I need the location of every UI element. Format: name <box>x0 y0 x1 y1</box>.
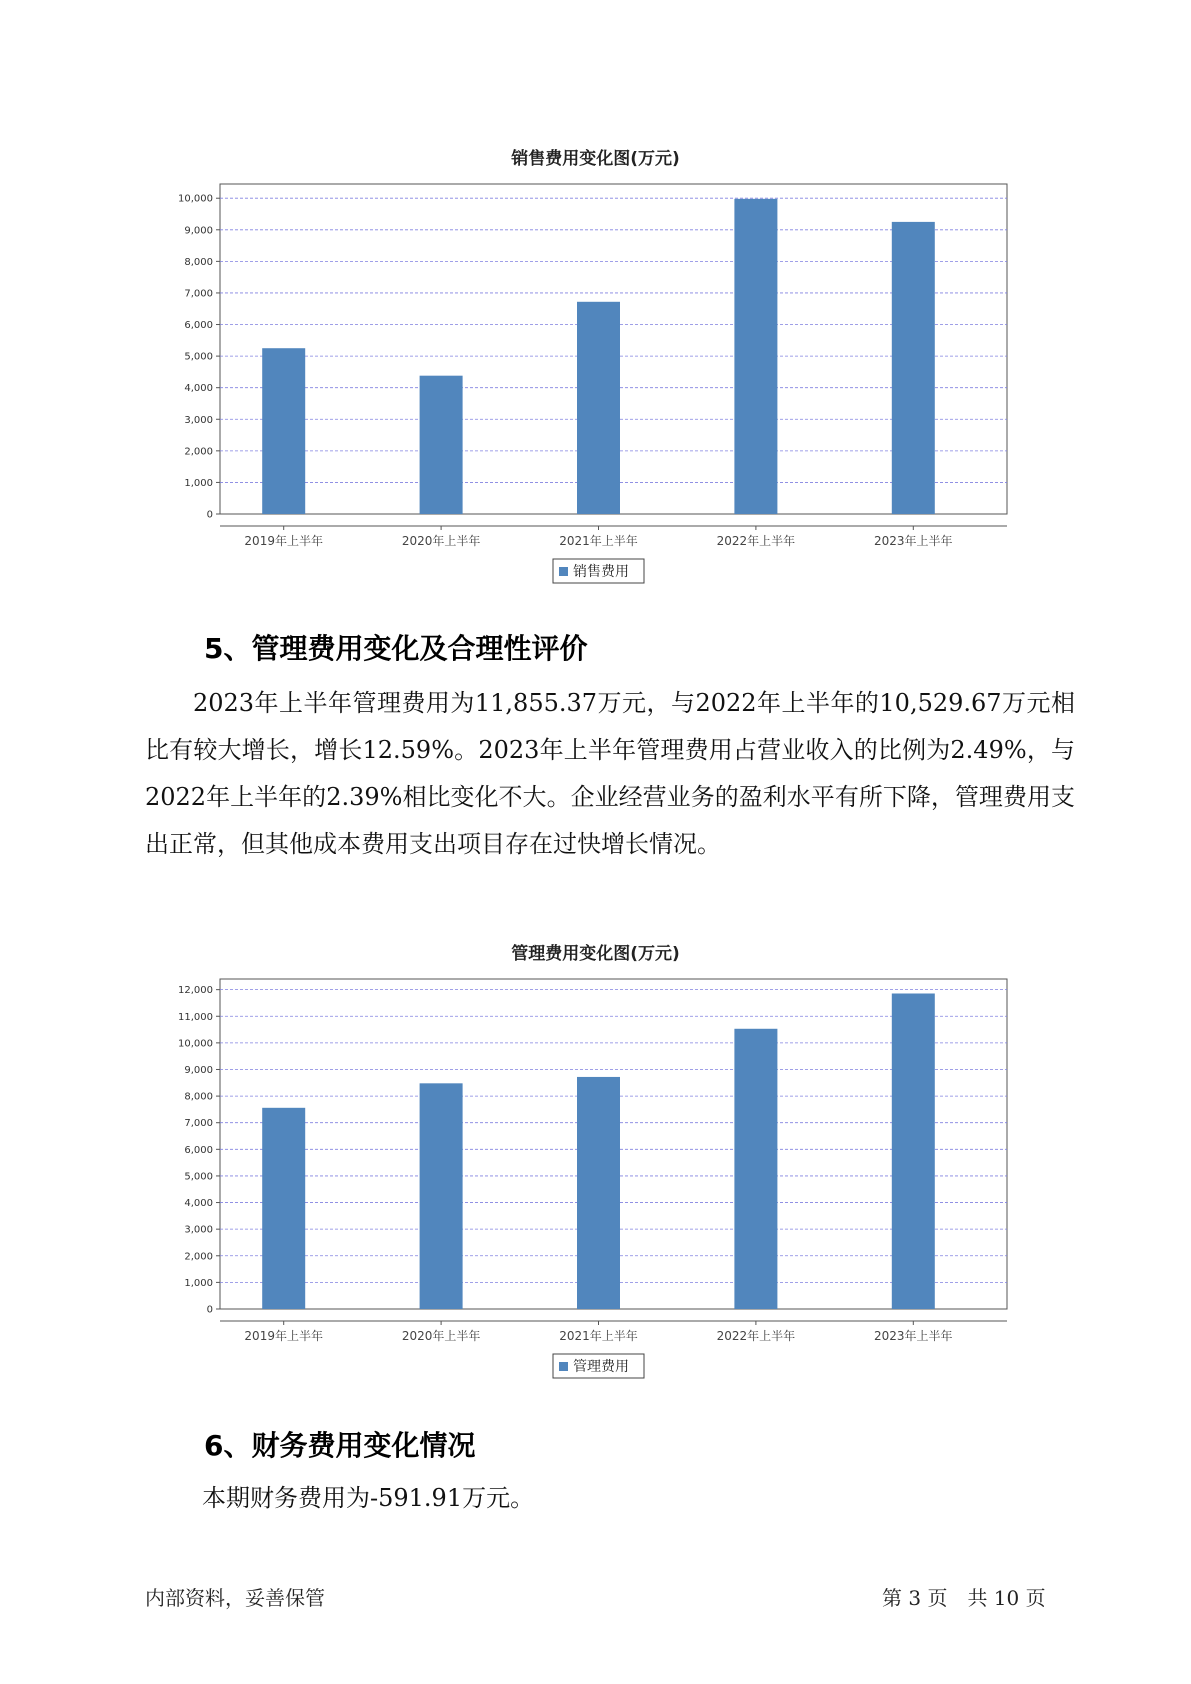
admin-chart-bar <box>577 1077 620 1309</box>
admin-chart-y-tick-label: 0 <box>206 1304 213 1316</box>
section-6-heading: 6、财务费用变化情况 <box>204 1429 476 1462</box>
admin-chart-y-tick-label: 10,000 <box>178 1038 213 1050</box>
sales-expense-chart-title: 销售费用变化图(万元) <box>511 149 680 169</box>
admin-chart-legend-swatch <box>559 1362 568 1371</box>
footer-page-number: 第 3 页 共 10 页 <box>882 1586 1046 1610</box>
sales-chart-y-tick-label: 2,000 <box>184 446 213 458</box>
admin-chart-y-tick-label: 6,000 <box>184 1144 213 1156</box>
admin-chart-y-tick-label: 9,000 <box>184 1064 213 1076</box>
sales-chart-y-tick-label: 5,000 <box>184 351 213 363</box>
sales-chart-y-tick-label: 10,000 <box>178 193 213 205</box>
admin-chart-bar <box>892 993 935 1309</box>
admin-expense-chart-title: 管理费用变化图(万元) <box>511 944 680 964</box>
section-5-paragraph: 2023年上半年管理费用为11,855.37万元，与2022年上半年的10,529.67万元相比有较大增长，增长12.59%。2023年上半年管理费用占营业收入的比例为2.49%，与2022年上半年的2.39%相比变化不大。企业经营业务的盈利水平有所下降，管理费用支出正常，但其他成本费用支出项目存在过快增长情况。 <box>145 689 1075 858</box>
admin-chart-y-tick-label: 11,000 <box>178 1011 213 1023</box>
admin-chart-y-tick-label: 12,000 <box>178 985 213 997</box>
admin-chart-legend-label: 管理费用 <box>573 1359 629 1375</box>
section-6-paragraph: 本期财务费用为-591.91万元。 <box>202 1484 535 1512</box>
sales-chart-x-tick-label: 2023年上半年 <box>874 534 953 548</box>
sales-expense-chart <box>0 170 1191 590</box>
admin-chart-y-tick-label: 2,000 <box>184 1251 213 1263</box>
sales-chart-y-tick-label: 8,000 <box>184 256 213 268</box>
sales-chart-y-tick-label: 4,000 <box>184 383 213 395</box>
sales-chart-bar <box>734 199 777 514</box>
sales-chart-x-tick-label: 2021年上半年 <box>559 534 638 548</box>
sales-chart-y-tick-label: 3,000 <box>184 414 213 426</box>
admin-chart-bar <box>262 1108 305 1309</box>
admin-chart-y-tick-label: 8,000 <box>184 1091 213 1103</box>
sales-chart-x-tick-label: 2019年上半年 <box>244 534 323 548</box>
admin-chart-y-tick-label: 1,000 <box>184 1277 213 1289</box>
admin-chart-x-tick-label: 2019年上半年 <box>244 1329 323 1343</box>
sales-chart-bar <box>420 376 463 514</box>
sales-chart-x-tick-label: 2022年上半年 <box>716 534 796 548</box>
admin-chart-y-tick-label: 4,000 <box>184 1198 213 1210</box>
admin-expense-chart <box>0 965 1191 1385</box>
sales-chart-y-tick-label: 6,000 <box>184 320 213 332</box>
sales-chart-bar <box>892 222 935 514</box>
admin-chart-y-tick-label: 5,000 <box>184 1171 213 1183</box>
sales-chart-y-tick-label: 1,000 <box>184 477 213 489</box>
admin-chart-x-tick-label: 2022年上半年 <box>716 1329 796 1343</box>
sales-chart-bar <box>262 348 305 514</box>
admin-chart-bar <box>420 1083 463 1309</box>
sales-chart-y-tick-label: 0 <box>206 509 213 521</box>
admin-chart-x-tick-label: 2021年上半年 <box>559 1329 638 1343</box>
admin-chart-bar <box>734 1029 777 1309</box>
admin-chart-x-tick-label: 2020年上半年 <box>401 1329 481 1343</box>
sales-chart-x-tick-label: 2020年上半年 <box>401 534 481 548</box>
sales-chart-legend-swatch <box>559 567 568 576</box>
footer-confidential-note: 内部资料，妥善保管 <box>145 1586 325 1610</box>
sales-chart-bar <box>577 302 620 514</box>
admin-chart-y-tick-label: 3,000 <box>184 1224 213 1236</box>
sales-chart-y-tick-label: 7,000 <box>184 288 213 300</box>
admin-chart-y-tick-label: 7,000 <box>184 1118 213 1130</box>
sales-chart-legend-label: 销售费用 <box>573 564 629 580</box>
admin-chart-x-tick-label: 2023年上半年 <box>874 1329 953 1343</box>
sales-chart-y-tick-label: 9,000 <box>184 225 213 237</box>
section-5-heading: 5、管理费用变化及合理性评价 <box>204 632 588 665</box>
